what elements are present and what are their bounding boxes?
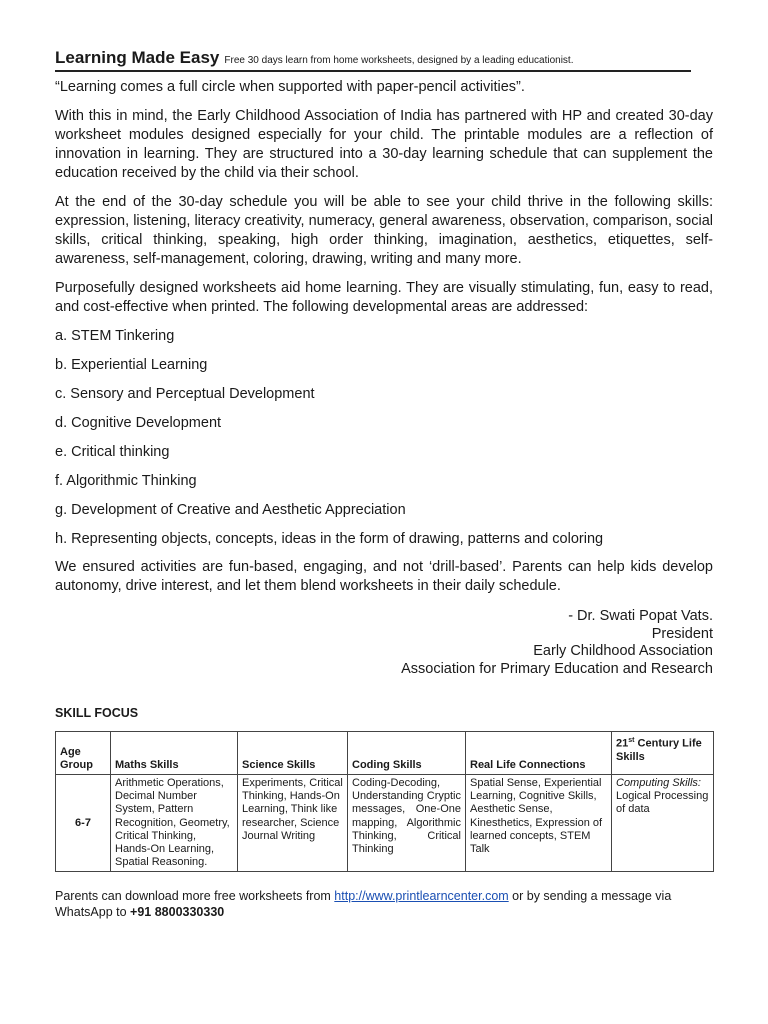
paragraph-partnership: With this in mind, the Early Childhood Association of India has partnered with HP and created 30-day worksheet modules designed especially for your child. The printable modules are a reflection of innovation in learning. They are structured into a 30-day learning schedule that can supplement the education received by the child via their school. [55,108,713,181]
signature-org-secondary: Association for Primary Education and Research [401,660,713,677]
century-number: 21 [616,737,629,750]
skill-focus-table [55,731,714,872]
page-title: Learning Made Easy [55,48,220,67]
developmental-areas-list [55,327,713,559]
cell-coding: Coding-Decoding, Understanding Cryptic messages, One-One mapping, Algorithmic Thinking, Critical Thinking [348,775,466,872]
signature-role: President [651,625,713,642]
col-header-age-group: Age Group [56,732,111,775]
table-row [56,775,714,872]
list-item: b. Experiential Learning [55,357,208,373]
list-item: d. Cognitive Development [55,415,222,431]
signature-name: - Dr. Swati Popat Vats. [568,608,713,624]
list-item: a. STEM Tinkering [55,328,175,344]
paragraph-skills: At the end of the 30-day schedule you will be able to see your child thrive in the following skills: expression, listening, literacy creativity, numeracy, general awareness, observation, comparison, social skills, critical thinking, speaking, high order thinking, imagination, aesthetics, etiquettes, self-awareness, self-management, coloring, drawing, writing and many more. [55,194,713,267]
page-subtitle: Free 30 days learn from home worksheets, designed by a leading educationist. [224,55,574,66]
footer-text: Parents can download more free worksheets from [55,889,335,904]
intro-quote: “Learning comes a full circle when supported with paper-pencil activities”. [55,79,525,95]
col-header-real-life: Real Life Connections [466,732,612,775]
cell-science: Experiments, Critical Thinking, Hands-On Learning, Think like researcher, Science Journal Writing [238,775,348,872]
computing-skills-text: Logical Processing of data [616,790,709,816]
document-page [55,48,713,920]
signature-block [55,608,713,678]
cell-real-life: Spatial Sense, Experiential Learning, Cognitive Skills, Aesthetic Sense, Kinesthetics, Expression of learned concepts, STEM Talk [466,775,612,872]
list-item: c. Sensory and Perceptual Development [55,386,315,402]
skill-focus-heading: SKILL FOCUS [55,706,139,720]
page-header [55,48,691,72]
list-item: f. Algorithmic Thinking [55,473,197,489]
download-link[interactable]: http://www.printlearncenter.com [334,889,509,904]
cell-21st-century [612,775,714,872]
century-suffix: st [628,737,635,744]
paragraph-closing: We ensured activities are fun-based, engaging, and not ‘drill-based’. Parents can help kids develop autonomy, drive interest, and let them blend worksheets in their daily schedule. [55,559,713,594]
col-header-maths: Maths Skills [111,732,238,775]
whatsapp-number: +91 8800330330 [130,905,225,920]
paragraph-worksheets: Purposefully designed worksheets aid home learning. They are visually stimulating, fun, easy to read, and cost-effective when printed. The following developmental areas are addressed: [55,280,713,315]
footer-note [55,888,713,920]
signature-org: Early Childhood Association [533,643,713,659]
col-header-21st-century [612,732,714,775]
col-header-coding: Coding Skills [348,732,466,775]
table-header-row [56,732,714,775]
list-item: h. Representing objects, concepts, ideas in the form of drawing, patterns and coloring [55,531,604,547]
cell-maths: Arithmetic Operations, Decimal Number System, Pattern Recognition, Geometry, Critical Thinking, Hands-On Learning, Spatial Reasoning. [111,775,238,872]
list-item: e. Critical thinking [55,444,170,460]
computing-skills-label: Computing Skills: [616,777,701,789]
list-item: g. Development of Creative and Aesthetic Appreciation [55,502,406,518]
cell-age-group: 6-7 [56,775,111,872]
century-label: Century Life Skills [616,737,702,763]
footer-text-continued: or by sending a message via WhatsApp to [55,889,672,920]
col-header-science: Science Skills [238,732,348,775]
